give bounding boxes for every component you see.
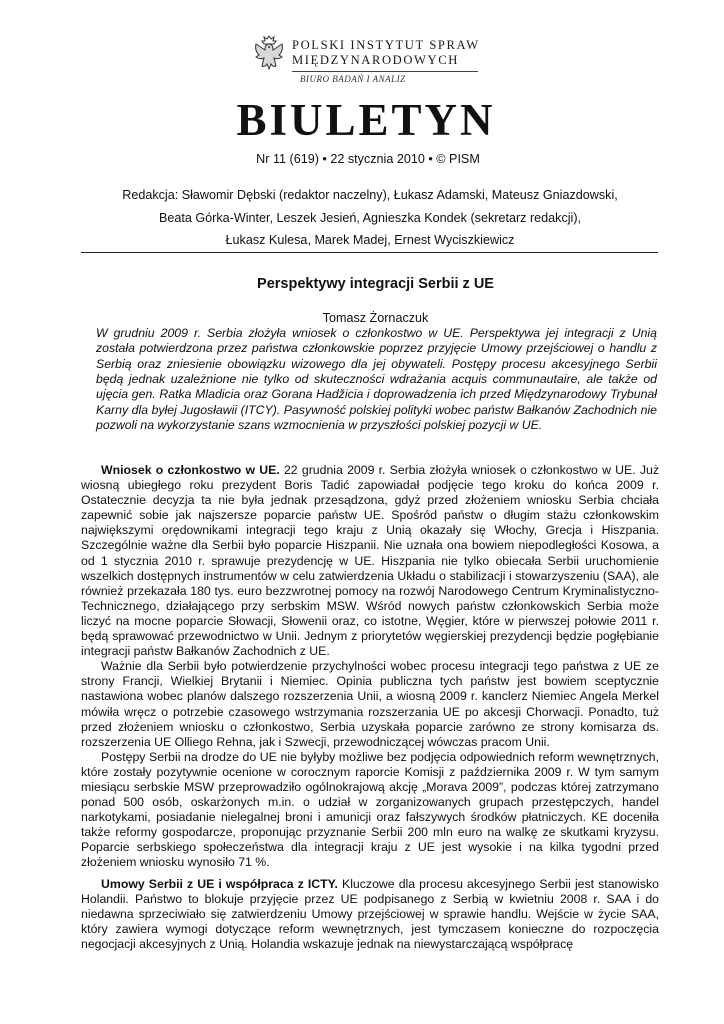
article-body [81,463,659,952]
institute-name [292,38,480,68]
header-divider [81,252,658,253]
institute-name-line2: MIĘDZYNARODOWYCH [292,53,459,67]
body-paragraph: Postępy Serbii na drodze do UE nie byłyby możliwe bez podjęcia odpowiednich reform wewnętrznych, które zostały pozytywnie ocenione w corocznym raporcie Komisji z października 2009 r. W tym samym miesiącu serbskie MSW przeprowadziło ogólnokrajową akcję „Morava 2009”, podczas której zatrzymano ponad 500 osób, oskarżonych m.in. o udział w zorganizowanych grupach przestępczych, handel narkotykami, posiadanie nielegalnej broni i amunicji oraz fałszywych środków płatniczych. KE doceniła także reformy gospodarcze, proponując przyznanie Serbii 200 mln euro na walkę ze skutkami kryzysu. Poparcie serbskiego społeczeństwa dla integracji kraju z UE jest wysokie i na kilka tygodni przed złożeniem wniosku wynosiło 71 %. [81,749,659,870]
article-abstract: W grudniu 2009 r. Serbia złożyła wniosek o członkostwo w UE. Perspektywa jej integracji z Unią została potwierdzona przez państwa członkowskie poprzez przyjęcie Umowy przejściowej o handlu z Serbią oraz zniesienie obowiązku wizowego dla jej obywateli. Postępy procesu akcesyjnego Serbii będą jednak uzależnione nie tylko od skuteczności wdrażania acquis communautaire, ale także od ujęcia gen. Ratka Mladicia oraz Gorana Hadžicia i doprowadzenia ich przed Międzynarodowy Trybunał Karny dla byłej Jugosławii (ITCY). Pasywność polskiej polityki wobec państw Bałkanów Zachodnich nie pozwoli na wykorzystanie szans wzmocnienia w przyszłości polskiej pozycji w UE. [96,326,657,433]
paragraph-text: Kluczowe dla procesu akcesyjnego Serbii jest stanowisko Holandii. Państwo to blokuje przyjęcie przez UE podpisanego z Serbią w kwietniu 2008 r. SAA i do niedawna sprzeciwiało się zatwierdzeniu Umowy przejściowej w sprawie handlu. Wejście w życie SAA, który zawiera wymogi dotyczące reform wewnętrznych, jest tymczasem konieczne do rozpoczęcia negocjacji akcesyjnych z Unią. Holandia wskazuje jednak na niewystarczającą współpracę [81,876,659,951]
editors-line1: Redakcja: Sławomir Dębski (redaktor naczelny), Łukasz Adamski, Mateusz Gniazdowski, [122,188,618,202]
body-paragraph: Ważnie dla Serbii było potwierdzenie przychylności wobec procesu integracji tego państwa z UE ze strony Francji, Wielkiej Brytanii i Niemiec. Opinia publiczna tych państw jest bowiem sceptycznie nastawiona wobec planów dalszego rozszerzenia Unii, a wiosną 2009 r. kanclerz Niemiec Angela Merkel mówiła wręcz o potrzebie czasowego wstrzymania rozszerzania UE po akcesji Chorwacji. Ponadto, tuż przed złożeniem wniosku o członkostwo, Serbia uzyskała poparcie zarówno ze strony komisarza ds. rozszerzenia UE Olliego Rehna, jak i Szwecji, przewodniczącej wówczas pracom Unii. [81,659,659,749]
editors-line3: Łukasz Kulesa, Marek Madej, Ernest Wyciszkiewicz [225,233,515,247]
article-author: Tomasz Żornaczuk [322,311,429,325]
institute-name-line1: POLSKI INSTYTUT SPRAW [292,38,480,52]
body-paragraph [81,877,659,952]
institute-divider [292,71,478,72]
institute-subtitle: BIURO BADAŃ I ANALIZ [300,74,406,84]
section-heading: Wniosek o członkostwo w UE. [101,463,280,477]
section-heading: Umowy Serbii z UE i współpraca z ICTY. [101,876,338,891]
masthead-title: BIULETYN [236,95,496,145]
editors-line2: Beata Górka-Winter, Leszek Jesień, Agnieszka Kondek (sekretarz redakcji), [158,210,582,225]
paragraph-text: 22 grudnia 2009 r. Serbia złożyła wniosek o członkostwo w UE. Już wiosną ubiegłego roku prezydent Boris Tadić zapowiadał podjęcie tego kroku do końca 2009 r. Ostatecznie decyzja ta nie była jednak przesądzona, gdyż przed złożeniem wniosku Serbia chciała zapewnić sobie jak najszersze poparcie państw UE. Spośród państw o długim stażu członkowskim największymi orędownikami integracji tego kraju z Unią okazały się Włochy, Grecja i Hiszpania. Szczególnie ważne dla Serbii było poparcie Hiszpanii. Nie uznała ona bowiem niepodległości Kosowa, a od 1 stycznia 2010 r. sprawuje prezydencję w UE. Hiszpania nie tylko obiecała Serbii uruchomienie wszelkich dostępnych instrumentów w celu zatwierdzenia Układu o stabilizacji i stowarzyszeniu (SAA), ale również przekazała 180 tys. euro bezzwrotnej pomocy na rozwój Narodowego Centrum Kryminalistyczno-Technicznego, działającego przy serbskim MSW. Wśród nowych państw członkowskich Serbia może liczyć na mocne poparcie Słowacji, Słowenii oraz, co istotne, Węgier, które w pierwszej połowie 2011 r. będą sprawować przewodnictwo w Unii. Jednym z priorytetów węgierskiej prezydencji będzie pogłębianie integracji państw Bałkanów Zachodnich z UE. [81,463,659,659]
editorial-board [90,184,650,252]
masthead-header [0,30,724,145]
issue-line: Nr 11 (619) • 22 stycznia 2010 • © PISM [256,152,480,166]
eagle-emblem-icon [252,32,286,74]
body-paragraph [81,463,659,659]
article-title: Perspektywy integracji Serbii z UE [257,276,494,292]
